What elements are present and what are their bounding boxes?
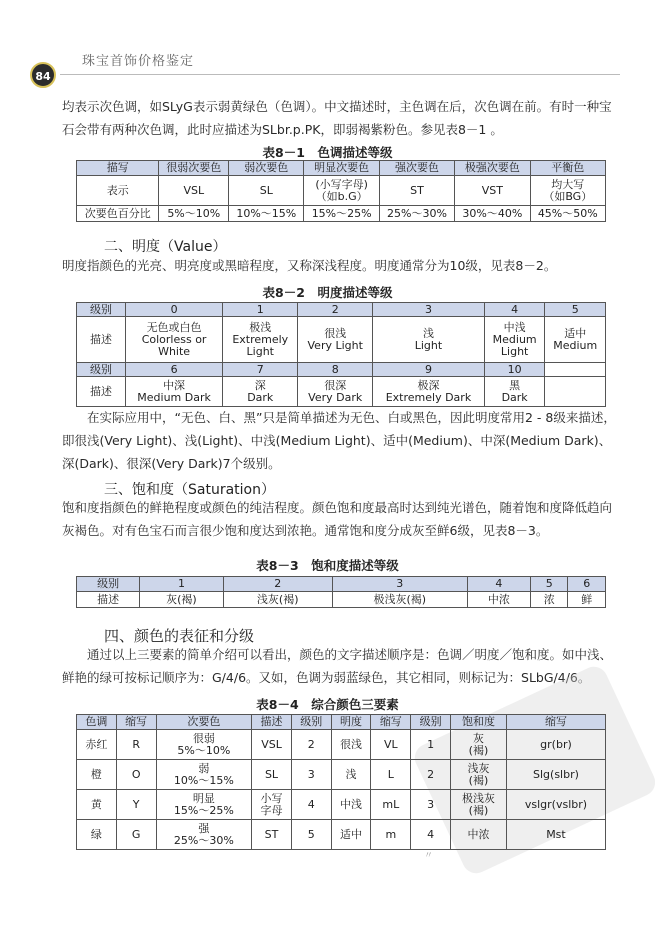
table4-cell: 小写 字母 [252, 790, 292, 820]
table4-row [77, 760, 606, 790]
table1-cell: 描写 [77, 161, 159, 176]
table2-cell: 描述 [77, 377, 126, 407]
table4-cell: 4 [411, 820, 451, 850]
table1-cell: 明显次要色 [304, 161, 379, 176]
table4-cell: 5 [291, 820, 331, 850]
table4-cell: m [371, 820, 411, 850]
table2-cell: 中浅 Medium Light [484, 317, 545, 363]
table2-cell: 浅 Light [373, 317, 485, 363]
table3-cell: 浓 [530, 592, 567, 608]
table2-cell: 0 [126, 303, 223, 317]
table4-cell: 级别 [411, 715, 451, 730]
table2-cell: 无色或白色 Colorless or White [126, 317, 223, 363]
table1-cell: VSL [159, 176, 229, 206]
table2-cell: 7 [223, 363, 298, 377]
table4-cell: mL [371, 790, 411, 820]
section3-title: 三、饱和度（Saturation） [104, 482, 275, 498]
table-value [76, 302, 606, 407]
table2-row [77, 317, 606, 363]
table3-cell: 5 [530, 577, 567, 592]
table4-cell: 级别 [291, 715, 331, 730]
paragraph-after-table2: 在实际应用中，“无色、白、黑”只是简单描述为无色、白或黑色，因此明度常用2 - 8级来描述，即很浅(Very Light)、浅(Light)、中浅(Medium Light)、适中(Medium)、中深(Medium Dark)、深(Dark)、很深(Very Dark)7个级别。 [62, 410, 616, 471]
table2-cell: 3 [373, 303, 485, 317]
table4-cell: 4 [291, 790, 331, 820]
table4-cell: vslgr(vslbr) [506, 790, 605, 820]
table4-cell: G [116, 820, 156, 850]
table2-cell: 深 Dark [223, 377, 298, 407]
table4-cell: 浅 [331, 760, 371, 790]
table4-cell: 明显 15%～25% [156, 790, 252, 820]
table2-cell: 2 [298, 303, 373, 317]
table2-cell: 极深 Extremely Dark [373, 377, 485, 407]
table4-cell: 浅灰 (褐) [450, 760, 506, 790]
table2-caption: 表8－2 明度描述等级 [262, 285, 393, 300]
table4-cell: 很浅 [331, 730, 371, 760]
table4-cell: 次要色 [156, 715, 252, 730]
table4-cell: 缩写 [116, 715, 156, 730]
table2-cell: 级别 [77, 303, 126, 317]
table4-cell: Mst [506, 820, 605, 850]
table4-cell: 3 [291, 760, 331, 790]
table3-cell: 4 [467, 577, 530, 592]
table2-cell [545, 377, 606, 407]
table4-cell: O [116, 760, 156, 790]
table1-cell: 极强次要色 [455, 161, 530, 176]
table3-cell: 描述 [77, 592, 140, 608]
header-rule [60, 74, 620, 75]
table2-cell: 8 [298, 363, 373, 377]
table4-cell: 橙 [77, 760, 117, 790]
table2-cell: 9 [373, 363, 485, 377]
table4-cell: 弱 10%～15% [156, 760, 252, 790]
table2-cell: 极浅 Extremely Light [223, 317, 298, 363]
table2-cell [545, 363, 606, 377]
table3-row [77, 592, 606, 608]
table4-cell: VL [371, 730, 411, 760]
table4-cell: 饱和度 [450, 715, 506, 730]
table2-cell: 黑 Dark [484, 377, 545, 407]
table2-cell: 适中 Medium [545, 317, 606, 363]
table4-caption: 表8－4 综合颜色三要素 [256, 697, 399, 712]
table2-cell: 10 [484, 363, 545, 377]
table4-cell: 缩写 [371, 715, 411, 730]
table2-cell: 描述 [77, 317, 126, 363]
table4-cell: 绿 [77, 820, 117, 850]
table4-cell: SL [252, 760, 292, 790]
table2-cell: 1 [223, 303, 298, 317]
table4-header-row [77, 715, 606, 730]
table1-cell: 25%～30% [379, 206, 454, 222]
footer-mark: 〃 [424, 851, 434, 861]
table2-header-row [77, 363, 606, 377]
table4-cell: Slg(slbr) [506, 760, 605, 790]
table4-cell: 1 [411, 730, 451, 760]
table1-cell: 45%～50% [530, 206, 605, 222]
section3-paragraph: 饱和度指颜色的鲜艳程度或颜色的纯洁程度。颜色饱和度最高时达到纯光谱色，随着饱和度降低趋向灰褐色。对有色宝石而言很少饱和度达到浓艳。通常饱和度分成灰至鲜6级，见表8－3。 [62, 500, 613, 538]
table4-cell: 适中 [331, 820, 371, 850]
table4-cell: 强 25%～30% [156, 820, 252, 850]
section2-title: 二、明度（Value） [104, 239, 227, 255]
table1-header-row [77, 161, 606, 176]
table3-cell: 2 [223, 577, 332, 592]
table1-cell: 表示 [77, 176, 159, 206]
table4-cell: 中浓 [450, 820, 506, 850]
table1-cell: 10%～15% [229, 206, 304, 222]
table4-cell: L [371, 760, 411, 790]
table4-row [77, 820, 606, 850]
intro-paragraph: 均表示次色调，如SLyG表示弱黄绿色（色调）。中文描述时，主色调在后，次色调在前。有时一种宝石会带有两种次色调，此时应描述为SLbr.p.PK，即弱褐紫粉色。参见表8－1 。 [62, 99, 612, 137]
table1-caption: 表8－1 色调描述等级 [262, 145, 393, 160]
table1-cell: 均大写 （如BG） [530, 176, 605, 206]
table4-cell: gr(br) [506, 730, 605, 760]
table2-row [77, 377, 606, 407]
table2-cell: 级别 [77, 363, 126, 377]
table3-cell: 灰(褐) [140, 592, 223, 608]
table4-cell: 很弱 5%～10% [156, 730, 252, 760]
table4-cell: Y [116, 790, 156, 820]
table1-cell: VST [455, 176, 530, 206]
table3-cell: 3 [332, 577, 467, 592]
table1-cell: SL [229, 176, 304, 206]
page-number-badge: 84 [30, 62, 56, 88]
table3-cell: 1 [140, 577, 223, 592]
page-header [0, 0, 655, 92]
table4-cell: 色调 [77, 715, 117, 730]
table1-cell: 很弱次要色 [159, 161, 229, 176]
table-saturation [76, 576, 606, 608]
table1-row [77, 176, 606, 206]
table4-cell: 3 [411, 790, 451, 820]
table2-header-row [77, 303, 606, 317]
table4-cell: R [116, 730, 156, 760]
section4-title: 四、颜色的表征和分级 [104, 627, 255, 645]
table4-cell: VSL [252, 730, 292, 760]
table4-cell: 赤红 [77, 730, 117, 760]
table2-cell: 4 [484, 303, 545, 317]
table3-cell: 极浅灰(褐) [332, 592, 467, 608]
table3-cell: 中浓 [467, 592, 530, 608]
table2-cell: 5 [545, 303, 606, 317]
table3-cell: 鲜 [568, 592, 606, 608]
table1-cell: 15%～25% [304, 206, 379, 222]
table4-cell: 中浅 [331, 790, 371, 820]
table1-cell: 平衡色 [530, 161, 605, 176]
section4-paragraph: 通过以上三要素的简单介绍可以看出，颜色的文字描述顺序是：色调／明度／饱和度。如中浅、鲜艳的绿可按标记顺序为：G/4/6。又如，色调为弱蓝绿色，其它相同，则标记为：SLbG/4/6。 [62, 647, 613, 685]
table3-header-row [77, 577, 606, 592]
table2-cell: 6 [126, 363, 223, 377]
table1-cell: 30%～40% [455, 206, 530, 222]
table2-cell: 中深 Medium Dark [126, 377, 223, 407]
table1-cell: 次要色百分比 [77, 206, 159, 222]
table4-cell: 灰 (褐) [450, 730, 506, 760]
table1-cell: 5%～10% [159, 206, 229, 222]
table1-cell: ST [379, 176, 454, 206]
table1-cell: 强次要色 [379, 161, 454, 176]
table4-row [77, 730, 606, 760]
table-combined-color [76, 714, 606, 850]
table2-cell: 很深 Very Dark [298, 377, 373, 407]
table4-cell: 黄 [77, 790, 117, 820]
table4-cell: ST [252, 820, 292, 850]
table4-cell: 明度 [331, 715, 371, 730]
table4-cell: 极浅灰 (褐) [450, 790, 506, 820]
table4-cell: 2 [411, 760, 451, 790]
table3-caption: 表8－3 饱和度描述等级 [256, 558, 399, 573]
table3-cell: 6 [568, 577, 606, 592]
table4-cell: 描述 [252, 715, 292, 730]
table4-row [77, 790, 606, 820]
table-hue [76, 160, 606, 222]
table1-cell: 弱次要色 [229, 161, 304, 176]
table4-cell: 缩写 [506, 715, 605, 730]
table1-cell: (小写字母) （如b.G） [304, 176, 379, 206]
book-title: 珠宝首饰价格鉴定 [82, 54, 195, 69]
table4-cell: 2 [291, 730, 331, 760]
table1-row [77, 206, 606, 222]
section2-paragraph: 明度指颜色的光亮、明亮度或黑暗程度，又称深浅程度。明度通常分为10级，见表8－2。 [62, 258, 557, 273]
table3-cell: 浅灰(褐) [223, 592, 332, 608]
table2-cell: 很浅 Very Light [298, 317, 373, 363]
table3-cell: 级别 [77, 577, 140, 592]
